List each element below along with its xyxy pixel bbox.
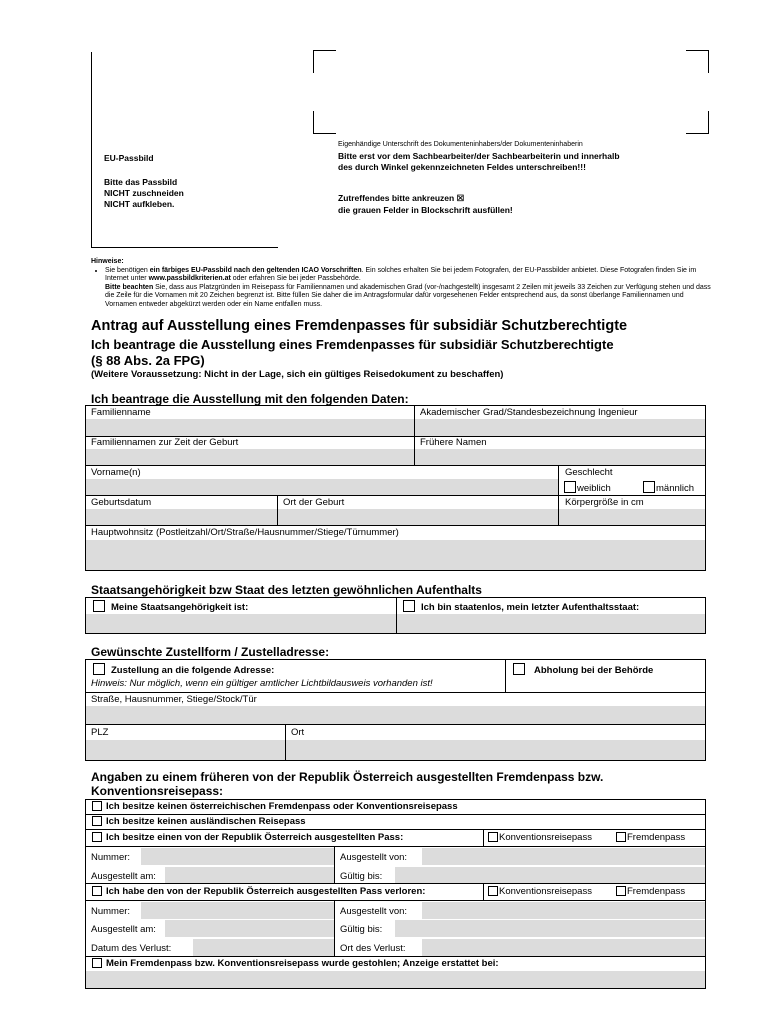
divider [334, 901, 335, 957]
lost-ausgestellt-am-input[interactable] [165, 920, 334, 937]
has-austrian-passport-label: Ich besitze einen von der Republik Österreich ausgestellten Pass: [106, 832, 404, 843]
geburtsdatum-input[interactable] [86, 509, 277, 526]
no-foreign-passport-option[interactable] [92, 816, 306, 827]
page-subtitle-line: (§ 88 Abs. 2a FPG) [91, 353, 205, 368]
lost-ausgestellt-am-label: Ausgestellt am: [91, 924, 156, 935]
stateless-option-label: Ich bin staatenlos, mein letzter Aufenthaltsstaat: [421, 602, 640, 613]
fam-geburt-label: Familiennamen zur Zeit der Geburt [91, 437, 239, 448]
pickup-label: Abholung bei der Behörde [534, 665, 654, 676]
fruehere-namen-input[interactable] [415, 449, 705, 466]
tick-instruction-text: Zutreffendes bitte ankreuzen [338, 193, 455, 203]
divider [334, 847, 335, 883]
stateless-checkbox[interactable] [403, 600, 415, 612]
akad-grad-label: Akademischer Grad/Standesbezeichnung Ingenieur [420, 407, 638, 418]
lost-gueltig-bis-label: Gültig bis: [340, 924, 383, 935]
signature-corner-top-right [686, 50, 709, 73]
has-austrian-passport-checkbox[interactable] [92, 832, 102, 842]
lost-nummer-label: Nummer: [91, 906, 131, 917]
pickup-checkbox[interactable] [513, 663, 525, 675]
page-title: Antrag auf Ausstellung eines Fremdenpasses für subsidiär Schutzberechtigte [91, 318, 628, 334]
page-note: (Weitere Voraussetzung: Nicht in der Lage, sich ein gültiges Reisedokument zu beschaffen) [91, 369, 504, 380]
fruehere-namen-label: Frühere Namen [420, 437, 487, 448]
previous-section-title [91, 770, 603, 798]
ort-verlust-label: Ort des Verlust: [340, 943, 406, 954]
maennlich-label: männlich [656, 483, 695, 494]
hint-text: oder erfahren Sie bei jeder Passbehörde. [230, 275, 361, 283]
hint-text: Sie, dass aus Platzgründen im Reisepass für Familiennamen und akademischen Grad (vor-/nachgestellt) insgesamt 2 Zeilen mit jeweils 33 Zeichen zur Verfügung stehen und dass die Zeile für die Vornamen mit 20 Zeichen begrenzt ist. Bitte füllen Sie daher die im Antragsformular dafür vorgesehenen Felder entsprechend aus, da sonst überlange Familiennamen und Vornamen entweder abgekürzt werden oder ein Name entfallen muss. [105, 283, 711, 308]
signature-corner-bottom-left [313, 111, 336, 134]
lost-nummer-input[interactable] [141, 902, 334, 919]
divider [86, 692, 705, 693]
divider [86, 724, 705, 725]
page-subtitle [91, 337, 614, 369]
maennlich-checkbox[interactable] [643, 481, 655, 493]
akad-grad-input[interactable] [415, 419, 705, 437]
photo-note-line: NICHT zuschneiden [104, 188, 184, 198]
no-foreign-passport-checkbox[interactable] [92, 816, 102, 826]
divider [86, 495, 705, 496]
signature-instruction-line: des durch Winkel gekennzeichneten Feldes unterschreiben!!! [338, 162, 586, 172]
ort-geburt-input[interactable] [278, 509, 558, 526]
ausgestellt-am-label: Ausgestellt am: [91, 871, 156, 882]
fremdenpass-label: Fremdenpass [627, 832, 686, 843]
familienname-input[interactable] [86, 419, 414, 437]
hauptwohnsitz-input[interactable] [86, 540, 705, 570]
plz-label: PLZ [91, 727, 109, 738]
lost-ausgestellt-von-label: Ausgestellt von: [340, 906, 408, 917]
lost-gueltig-bis-input[interactable] [395, 920, 705, 937]
ort-label: Ort [291, 727, 305, 738]
hints-block [91, 258, 711, 310]
stolen-passport-checkbox[interactable] [92, 958, 102, 968]
delivery-address-label: Zustellung an die folgende Adresse: [111, 665, 275, 676]
signature-instruction [338, 151, 620, 173]
divider [86, 846, 705, 847]
ort-input[interactable] [286, 740, 705, 760]
lost-fremdenpass-option[interactable] [616, 886, 685, 897]
street-label: Straße, Hausnummer, Stiege/Stock/Tür [91, 694, 257, 705]
geburtsdatum-label: Geburtsdatum [91, 497, 152, 508]
citizenship-option[interactable] [93, 600, 248, 613]
divider [505, 660, 506, 693]
delivery-section-title: Gewünschte Zustellform / Zustelladresse: [91, 645, 330, 659]
ort-geburt-label: Ort der Geburt [283, 497, 345, 508]
lost-konventionsreisepass-checkbox[interactable] [488, 886, 498, 896]
vorname-label: Vorname(n) [91, 467, 141, 478]
lost-passport-checkbox[interactable] [92, 886, 102, 896]
ausgestellt-am-input[interactable] [165, 867, 334, 883]
datum-verlust-input[interactable] [193, 939, 334, 956]
signature-corner-bottom-right [686, 111, 709, 134]
delivery-hint: Hinweis: Nur möglich, wenn ein gültiger amtlicher Lichtbildausweis vorhanden ist! [91, 678, 433, 689]
datum-verlust-label: Datum des Verlust: [91, 943, 172, 954]
hint-bold: ein färbiges EU-Passbild nach den geltenden ICAO Vorschriften [149, 266, 362, 274]
tick-instruction-line [338, 192, 513, 204]
photo-title: EU-Passbild [104, 153, 154, 163]
no-austrian-passport-label: Ich besitze keinen österreichischen Fremdenpass oder Konventionsreisepass [106, 801, 458, 812]
vorname-input[interactable] [86, 479, 558, 496]
has-austrian-passport-option[interactable] [92, 832, 403, 843]
photo-note [104, 177, 184, 210]
delivery-address-checkbox[interactable] [93, 663, 105, 675]
stolen-passport-label: Mein Fremdenpass bzw. Konventionsreisepass wurde gestohlen; Anzeige erstattet bei: [106, 958, 499, 969]
divider [86, 900, 705, 901]
divider [86, 814, 705, 815]
hint-bold: Bitte beachten [105, 283, 154, 291]
hauptwohnsitz-label: Hauptwohnsitz (Postleitzahl/Ort/Straße/Hausnummer/Stiege/Türnummer) [91, 527, 399, 538]
hint-item [105, 267, 711, 310]
fam-geburt-input[interactable] [86, 449, 414, 466]
weiblich-label: weiblich [577, 483, 611, 494]
ausgestellt-von-input[interactable] [422, 848, 705, 865]
koerpergroesse-input[interactable] [559, 509, 705, 526]
pickup-option[interactable] [513, 663, 653, 676]
grey-fields-instruction: die grauen Felder in Blockschrift ausfüllen! [338, 205, 513, 215]
signature-corner-top-left [313, 50, 336, 73]
delivery-address-option[interactable] [93, 663, 274, 676]
tick-instruction [338, 192, 513, 216]
stolen-passport-option[interactable] [92, 958, 499, 969]
personal-section-title: Ich beantrage die Ausstellung mit den folgenden Daten: [91, 392, 409, 406]
lost-fremdenpass-checkbox[interactable] [616, 886, 626, 896]
ort-verlust-input[interactable] [422, 939, 705, 956]
signature-instruction-line: Bitte erst vor dem Sachbearbeiter/der Sachbearbeiterin und innerhalb [338, 151, 620, 161]
photo-frame-bottom-border [91, 247, 278, 248]
familienname-label: Familienname [91, 407, 151, 418]
stolen-report-input[interactable] [86, 971, 705, 988]
lost-fremdenpass-label: Fremdenpass [627, 886, 686, 897]
fremdenpass-checkbox[interactable] [616, 832, 626, 842]
lost-passport-label: Ich habe den von der Republik Österreich ausgestellten Pass verloren: [106, 886, 426, 897]
konventionsreisepass-option[interactable] [488, 832, 592, 843]
fremdenpass-option[interactable] [616, 832, 685, 843]
divider [86, 829, 705, 830]
weiblich-option[interactable] [564, 481, 611, 494]
previous-title-line: Angaben zu einem früheren von der Republik Österreich ausgestellten Fremdenpass bzw. [91, 770, 604, 784]
hint-text: . Ein solches erhalten Sie bei jedem Fotografen, der EU-Passbilder anbietet. Diese Fotografen finden Sie im Internet unter [105, 266, 697, 283]
citizenship-checkbox[interactable] [93, 600, 105, 612]
hint-link: www.passbildkriterien.at [148, 275, 231, 283]
hint-text: Sie benötigen [105, 266, 150, 274]
stateless-option[interactable] [403, 600, 639, 613]
nummer-input[interactable] [141, 848, 334, 865]
photo-frame-left-border [91, 52, 92, 248]
no-austrian-passport-checkbox[interactable] [92, 801, 102, 811]
ausgestellt-von-label: Ausgestellt von: [340, 852, 408, 863]
page-subtitle-line: Ich beantrage die Ausstellung eines Fremdenpasses für subsidiär Schutzberechtigte [91, 337, 614, 352]
signature-caption: Eigenhändige Unterschrift des Dokumenteninhabers/der Dokumenteninhaberin [338, 141, 583, 148]
koerpergroesse-label: Körpergröße in cm [565, 497, 644, 508]
plz-input[interactable] [86, 740, 285, 760]
gueltig-bis-label: Gültig bis: [340, 871, 383, 882]
citizenship-input[interactable] [86, 614, 396, 633]
konventionsreisepass-checkbox[interactable] [488, 832, 498, 842]
divider [86, 956, 705, 957]
nummer-label: Nummer: [91, 852, 131, 863]
lost-ausgestellt-von-input[interactable] [422, 902, 705, 919]
lost-passport-option[interactable] [92, 886, 425, 897]
konventionsreisepass-label: Konventionsreisepass [499, 832, 592, 843]
lost-konventionsreisepass-option[interactable] [488, 886, 592, 897]
photo-note-line: Bitte das Passbild [104, 177, 178, 187]
no-foreign-passport-label: Ich besitze keinen ausländischen Reisepass [106, 816, 306, 827]
no-austrian-passport-option[interactable] [92, 801, 458, 812]
divider [483, 830, 484, 846]
hints-title: Hinweise: [91, 258, 124, 265]
divider [483, 884, 484, 900]
gueltig-bis-input[interactable] [395, 867, 705, 883]
photo-note-line: NICHT aufkleben. [104, 199, 175, 209]
lost-konventionsreisepass-label: Konventionsreisepass [499, 886, 592, 897]
weiblich-checkbox[interactable] [564, 481, 576, 493]
street-input[interactable] [86, 706, 705, 724]
divider [86, 465, 705, 466]
citizenship-option-label: Meine Staatsangehörigkeit ist: [111, 602, 249, 613]
divider [86, 525, 705, 526]
previous-title-line: Konventionsreisepass: [91, 784, 224, 798]
citizenship-section-title: Staatsangehörigkeit bzw Staat des letzten gewöhnlichen Aufenthalts [91, 583, 482, 597]
maennlich-option[interactable] [643, 481, 694, 494]
geschlecht-label: Geschlecht [565, 467, 613, 478]
last-residence-input[interactable] [397, 614, 705, 633]
divider [86, 883, 705, 884]
divider [277, 496, 278, 526]
checked-box-icon: ☒ [456, 193, 465, 203]
hints-list [91, 267, 711, 310]
